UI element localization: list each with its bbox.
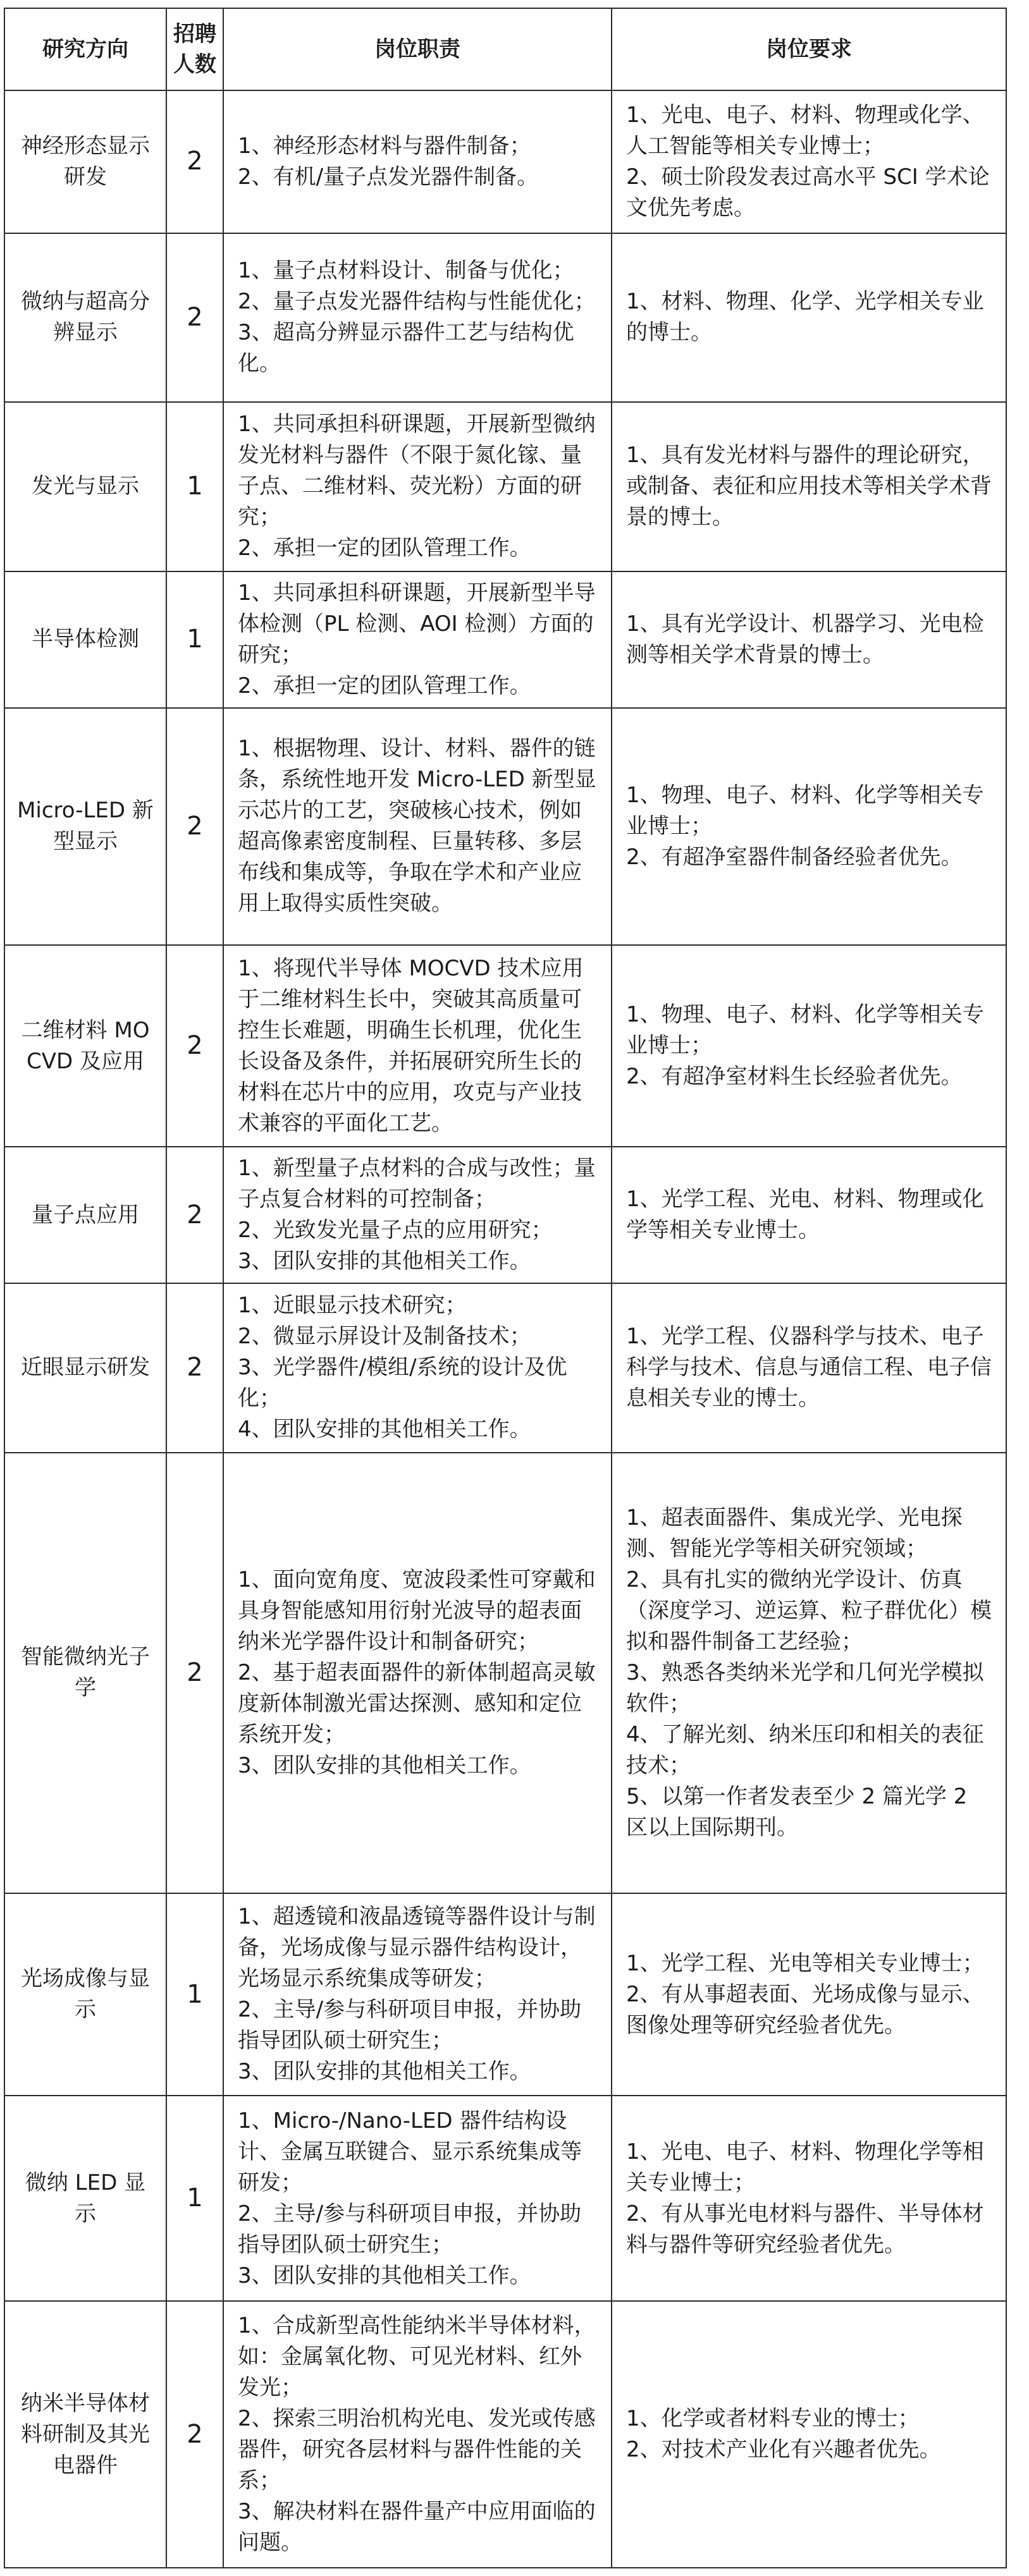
duty-item: 3、团队安排的其他相关工作。 bbox=[238, 1752, 531, 1778]
duty-item: 2、主导/参与科研项目申报，并协助指导团队硕士研究生； bbox=[238, 1997, 582, 2054]
duties-cell bbox=[223, 1283, 612, 1452]
duty-item: 2、微显示屏设计及制备技术； bbox=[238, 1324, 531, 1350]
requirement-item: 1、具有光学设计、机器学习、光电检测等相关学术背景的博士。 bbox=[626, 611, 984, 668]
requirement-item: 1、光学工程、仪器科学与技术、电子科学与技术、信息与通信工程、电子信息相关专业的博士。 bbox=[626, 1324, 992, 1412]
requirements-cell bbox=[612, 233, 1006, 402]
requirements-cell bbox=[612, 402, 1006, 571]
table-row bbox=[4, 233, 1006, 402]
research-direction-cell: 神经形态显示研发 bbox=[4, 90, 166, 233]
duty-item: 1、神经形态材料与器件制备； bbox=[238, 133, 531, 159]
requirement-item: 2、有超净室器件制备经验者优先。 bbox=[626, 844, 963, 870]
table-row bbox=[4, 571, 1006, 708]
headcount-cell: 1 bbox=[166, 402, 223, 571]
headcount-cell: 2 bbox=[166, 233, 223, 402]
requirement-item: 2、有从事超表面、光场成像与显示、图像处理等研究经验者优先。 bbox=[626, 1981, 984, 2038]
requirement-item: 1、物理、电子、材料、化学等相关专业博士； bbox=[626, 782, 984, 839]
duty-item: 1、量子点材料设计、制备与优化； bbox=[238, 258, 574, 284]
duty-item: 1、根据物理、设计、材料、器件的链条，系统性地开发 Micro-LED 新型显示芯片的工艺，突破核心技术，例如超高像素密度制程、巨量转移、多层布线和集成等，争取在学术和产业应用上取得实质性突破。 bbox=[238, 736, 596, 917]
requirement-item: 1、化学或者材料专业的博士； bbox=[626, 2406, 920, 2432]
research-direction-cell: 纳米半导体材料研制及其光电器件 bbox=[4, 2301, 166, 2568]
headcount-cell: 2 bbox=[166, 1147, 223, 1283]
research-direction-cell: 微纳与超高分辨显示 bbox=[4, 233, 166, 402]
requirements-cell bbox=[612, 708, 1006, 946]
requirement-item: 2、对技术产业化有兴趣者优先。 bbox=[626, 2437, 941, 2463]
duties-cell bbox=[223, 90, 612, 233]
duty-item: 2、基于超表面器件的新体制超高灵敏度新体制激光雷达探测、感知和定位系统开发； bbox=[238, 1659, 596, 1747]
duty-item: 3、解决材料在器件量产中应用面临的问题。 bbox=[238, 2499, 596, 2556]
duty-item: 2、量子点发光器件结构与性能优化； bbox=[238, 289, 596, 315]
requirement-item: 1、具有发光材料与器件的理论研究，或制备、表征和应用技术等相关学术背景的博士。 bbox=[626, 443, 992, 530]
duty-item: 1、合成新型高性能纳米半导体材料，如：金属氧化物、可见光材料、红外发光； bbox=[238, 2313, 596, 2401]
requirements-cell bbox=[612, 1283, 1006, 1452]
duty-item: 3、团队安排的其他相关工作。 bbox=[238, 2059, 531, 2085]
headcount-cell: 2 bbox=[166, 2301, 223, 2568]
requirements-cell bbox=[612, 571, 1006, 708]
duties-cell bbox=[223, 2301, 612, 2568]
requirement-item: 2、具有扎实的微纳光学设计、仿真（深度学习、逆运算、粒子群优化）模拟和器件制备工艺经验； bbox=[626, 1566, 992, 1654]
table-row bbox=[4, 2301, 1006, 2568]
duty-item: 1、面向宽角度、宽波段柔性可穿戴和具身智能感知用衍射光波导的超表面纳米光学器件设计和制备研究； bbox=[238, 1566, 596, 1654]
research-direction-cell: 二维材料 MOCVD 及应用 bbox=[4, 945, 166, 1147]
duties-cell bbox=[223, 1893, 612, 2096]
table-body bbox=[4, 90, 1006, 2568]
requirement-item: 1、光学工程、光电等相关专业博士； bbox=[626, 1950, 984, 1976]
headcount-cell: 2 bbox=[166, 708, 223, 946]
header-requirements: 岗位要求 bbox=[612, 8, 1006, 90]
duty-item: 2、主导/参与科研项目申报，并协助指导团队硕士研究生； bbox=[238, 2201, 582, 2257]
duty-item: 2、承担一定的团队管理工作。 bbox=[238, 673, 531, 699]
duties-cell bbox=[223, 402, 612, 571]
headcount-cell: 2 bbox=[166, 1283, 223, 1452]
table-row bbox=[4, 1453, 1006, 1894]
requirement-item: 3、熟悉各类纳米光学和几何光学模拟软件； bbox=[626, 1659, 984, 1716]
headcount-cell: 2 bbox=[166, 90, 223, 233]
duty-item: 1、将现代半导体 MOCVD 技术应用于二维材料生长中，突破其高质量可控生长难题，明确生长机理，优化生长设备及条件，并拓展研究所生长的材料在芯片中的应用，攻克与产业技术兼容的平面化工艺。 bbox=[238, 955, 584, 1136]
headcount-cell: 1 bbox=[166, 2096, 223, 2301]
duty-item: 2、有机/量子点发光器件制备。 bbox=[238, 164, 539, 190]
requirement-item: 1、物理、电子、材料、化学等相关专业博士； bbox=[626, 1002, 984, 1059]
requirement-item: 1、超表面器件、集成光学、光电探测、智能光学等相关研究领域； bbox=[626, 1505, 963, 1561]
requirements-cell bbox=[612, 2301, 1006, 2568]
research-direction-cell: 智能微纳光子学 bbox=[4, 1453, 166, 1894]
duty-item: 3、团队安排的其他相关工作。 bbox=[238, 1248, 531, 1274]
requirement-item: 1、光学工程、光电、材料、物理或化学等相关专业博士。 bbox=[626, 1187, 984, 1243]
duty-item: 2、承担一定的团队管理工作。 bbox=[238, 535, 531, 561]
research-direction-cell: 发光与显示 bbox=[4, 402, 166, 571]
duty-item: 4、团队安排的其他相关工作。 bbox=[238, 1417, 531, 1443]
duties-cell bbox=[223, 1453, 612, 1894]
requirement-item: 1、材料、物理、化学、光学相关专业的博士。 bbox=[626, 289, 984, 346]
header-count: 招聘人数 bbox=[166, 8, 223, 90]
header-row bbox=[4, 8, 1006, 90]
requirements-cell bbox=[612, 2096, 1006, 2301]
duties-cell bbox=[223, 2096, 612, 2301]
table-row bbox=[4, 2096, 1006, 2301]
duty-item: 1、超透镜和液晶透镜等器件设计与制备，光场成像与显示器件结构设计，光场显示系统集成等研发； bbox=[238, 1904, 596, 1992]
table-row bbox=[4, 1147, 1006, 1283]
table-row bbox=[4, 1283, 1006, 1452]
duty-item: 1、近眼显示技术研究； bbox=[238, 1293, 467, 1319]
duty-item: 1、Micro-/Nano-LED 器件结构设计、金属互联键合、显示系统集成等研发； bbox=[238, 2108, 582, 2195]
header-duties: 岗位职责 bbox=[223, 8, 612, 90]
requirements-cell bbox=[612, 90, 1006, 233]
duty-item: 2、光致发光量子点的应用研究； bbox=[238, 1218, 553, 1243]
research-direction-cell: Micro-LED 新型显示 bbox=[4, 708, 166, 946]
duties-cell bbox=[223, 708, 612, 946]
duty-item: 2、探索三明治机构光电、发光或传感器件，研究各层材料与器件性能的关系； bbox=[238, 2406, 596, 2494]
requirement-item: 1、光电、电子、材料、物理或化学、人工智能等相关专业博士； bbox=[626, 102, 984, 159]
headcount-cell: 2 bbox=[166, 1453, 223, 1894]
headcount-cell: 1 bbox=[166, 571, 223, 708]
duties-cell bbox=[223, 1147, 612, 1283]
duty-item: 3、超高分辨显示器件工艺与结构优化。 bbox=[238, 320, 574, 377]
research-direction-cell: 半导体检测 bbox=[4, 571, 166, 708]
table-row bbox=[4, 945, 1006, 1147]
table-row bbox=[4, 402, 1006, 571]
requirement-item: 2、硕士阶段发表过高水平 SCI 学术论文优先考虑。 bbox=[626, 164, 990, 221]
table-row bbox=[4, 708, 1006, 946]
table-row bbox=[4, 1893, 1006, 2096]
positions-table bbox=[4, 8, 1007, 2568]
duties-cell bbox=[223, 233, 612, 402]
requirements-cell bbox=[612, 1453, 1006, 1894]
duty-item: 1、新型量子点材料的合成与改性；量子点复合材料的可控制备； bbox=[238, 1156, 596, 1212]
requirement-item: 2、有从事光电材料与器件、半导体材料与器件等研究经验者优先。 bbox=[626, 2201, 984, 2257]
requirement-item: 5、以第一作者发表至少 2 篇光学 2 区以上国际期刊。 bbox=[626, 1783, 968, 1840]
requirement-item: 1、光电、电子、材料、物理化学等相关专业博士； bbox=[626, 2139, 984, 2195]
duty-item: 3、光学器件/模组/系统的设计及优化； bbox=[238, 1355, 567, 1412]
duty-item: 1、共同承担科研课题，开展新型半导体检测（PL 检测、AOI 检测）方面的研究； bbox=[238, 580, 596, 668]
headcount-cell: 1 bbox=[166, 1893, 223, 2096]
research-direction-cell: 微纳 LED 显示 bbox=[4, 2096, 166, 2301]
duty-item: 3、团队安排的其他相关工作。 bbox=[238, 2262, 531, 2288]
duty-item: 1、共同承担科研课题，开展新型微纳发光材料与器件（不限于氮化镓、量子点、二维材料、荧光粉）方面的研究； bbox=[238, 412, 596, 530]
requirements-cell bbox=[612, 1147, 1006, 1283]
requirements-cell bbox=[612, 1893, 1006, 2096]
research-direction-cell: 量子点应用 bbox=[4, 1147, 166, 1283]
requirement-item: 2、有超净室材料生长经验者优先。 bbox=[626, 1064, 963, 1090]
research-direction-cell: 光场成像与显示 bbox=[4, 1893, 166, 2096]
header-direction: 研究方向 bbox=[4, 8, 166, 90]
table-row bbox=[4, 90, 1006, 233]
research-direction-cell: 近眼显示研发 bbox=[4, 1283, 166, 1452]
headcount-cell: 2 bbox=[166, 945, 223, 1147]
duties-cell bbox=[223, 945, 612, 1147]
requirement-item: 4、了解光刻、纳米压印和相关的表征技术； bbox=[626, 1721, 984, 1778]
duties-cell bbox=[223, 571, 612, 708]
requirements-cell bbox=[612, 945, 1006, 1147]
